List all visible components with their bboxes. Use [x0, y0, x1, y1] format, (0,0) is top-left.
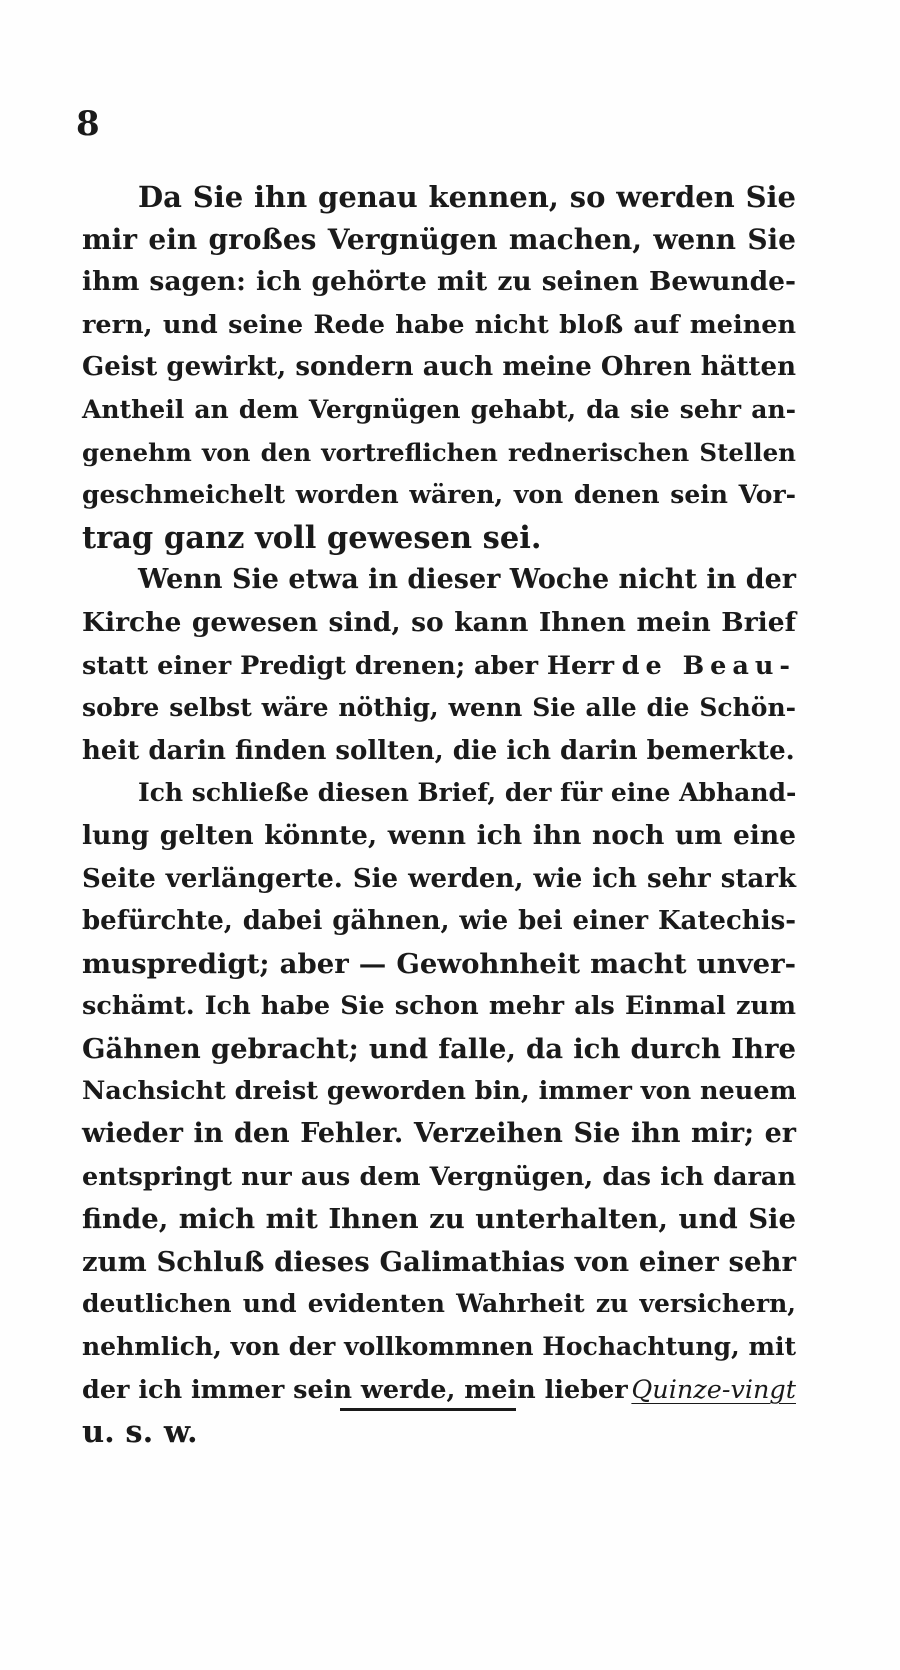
text-line: deutlichen und evidenten Wahrheit zu versichern, — [82, 1289, 796, 1319]
text-line-part: der ich immer sein werde, mein lieber — [82, 1374, 628, 1405]
text-line: schämt. Ich habe Sie schon mehr als Einmal zum — [82, 991, 796, 1022]
text-line: befürchte, dabei gähnen, wie bei einer Katechis- — [82, 906, 796, 937]
text-line: finde, mich mit Ihnen zu unterhalten, und Sie — [82, 1203, 796, 1236]
end-rule — [340, 1408, 516, 1411]
text-line: Wenn Sie etwa in dieser Woche nicht in der — [138, 564, 796, 596]
text-line: zum Schluß dieses Galimathias von einer sehr — [82, 1245, 796, 1278]
text-line: entspringt nur aus dem Vergnügen, das ich daran — [82, 1161, 796, 1192]
text-line: Da Sie ihn genau kennen, so werden Sie — [138, 180, 796, 214]
text-line: Geist gewirkt, sondern auch meine Ohren hätten — [82, 352, 796, 383]
text-line-part: statt einer Predigt drenen; aber Herr — [82, 650, 615, 681]
text-line: rern, und seine Rede habe nicht bloß auf meinen — [82, 309, 796, 340]
text-line: wieder in den Fehler. Verzeihen Sie ihn mir; er — [82, 1118, 796, 1150]
page-number: 8 — [76, 104, 100, 144]
text-line: ihm sagen: ich gehörte mit zu seinen Bewunde- — [82, 266, 796, 298]
text-line: nehmlich, von der vollkommnen Hochachtung, mit — [82, 1332, 796, 1362]
spaced-name: de Beau- — [621, 650, 796, 681]
text-line: Kirche gewesen sind, so kann Ihnen mein Brief — [82, 606, 796, 638]
text-line-with-closing-name — [82, 1369, 796, 1412]
text-line: u. s. w. — [82, 1414, 198, 1451]
text-line: Antheil an dem Vergnügen gehabt, da sie sehr an- — [82, 394, 796, 424]
text-line: sobre selbst wäre nöthig, wenn Sie alle die Schön- — [82, 693, 796, 723]
text-line: genehm von den vortreflichen rednerischen Stellen — [82, 437, 796, 467]
text-line: lung gelten könnte, wenn ich ihn noch um eine — [82, 819, 796, 851]
text-line: trag ganz voll gewesen sei. — [82, 519, 542, 556]
text-line: Nachsicht dreist geworden bin, immer von neuem — [82, 1076, 797, 1107]
text-line: mir ein großes Vergnügen machen, wenn Sie — [82, 222, 796, 256]
text-line: Ich schließe diesen Brief, der für eine Abhand- — [138, 778, 797, 808]
text-line: muspredigt; aber — Gewohnheit macht unver- — [82, 947, 796, 980]
text-line: Seite verlängerte. Sie werden, wie ich sehr stark — [82, 863, 796, 894]
body-text — [82, 176, 796, 1454]
closing-name: Quinze-vingt — [631, 1374, 796, 1405]
text-line: geschmeichelt worden wären, von denen sein Vor- — [82, 480, 796, 510]
text-line: heit darin finden sollten, die ich darin bemerkte. — [82, 735, 795, 766]
text-line-with-name — [82, 645, 796, 688]
text-line: Gähnen gebracht; und falle, da ich durch Ihre — [82, 1032, 796, 1065]
